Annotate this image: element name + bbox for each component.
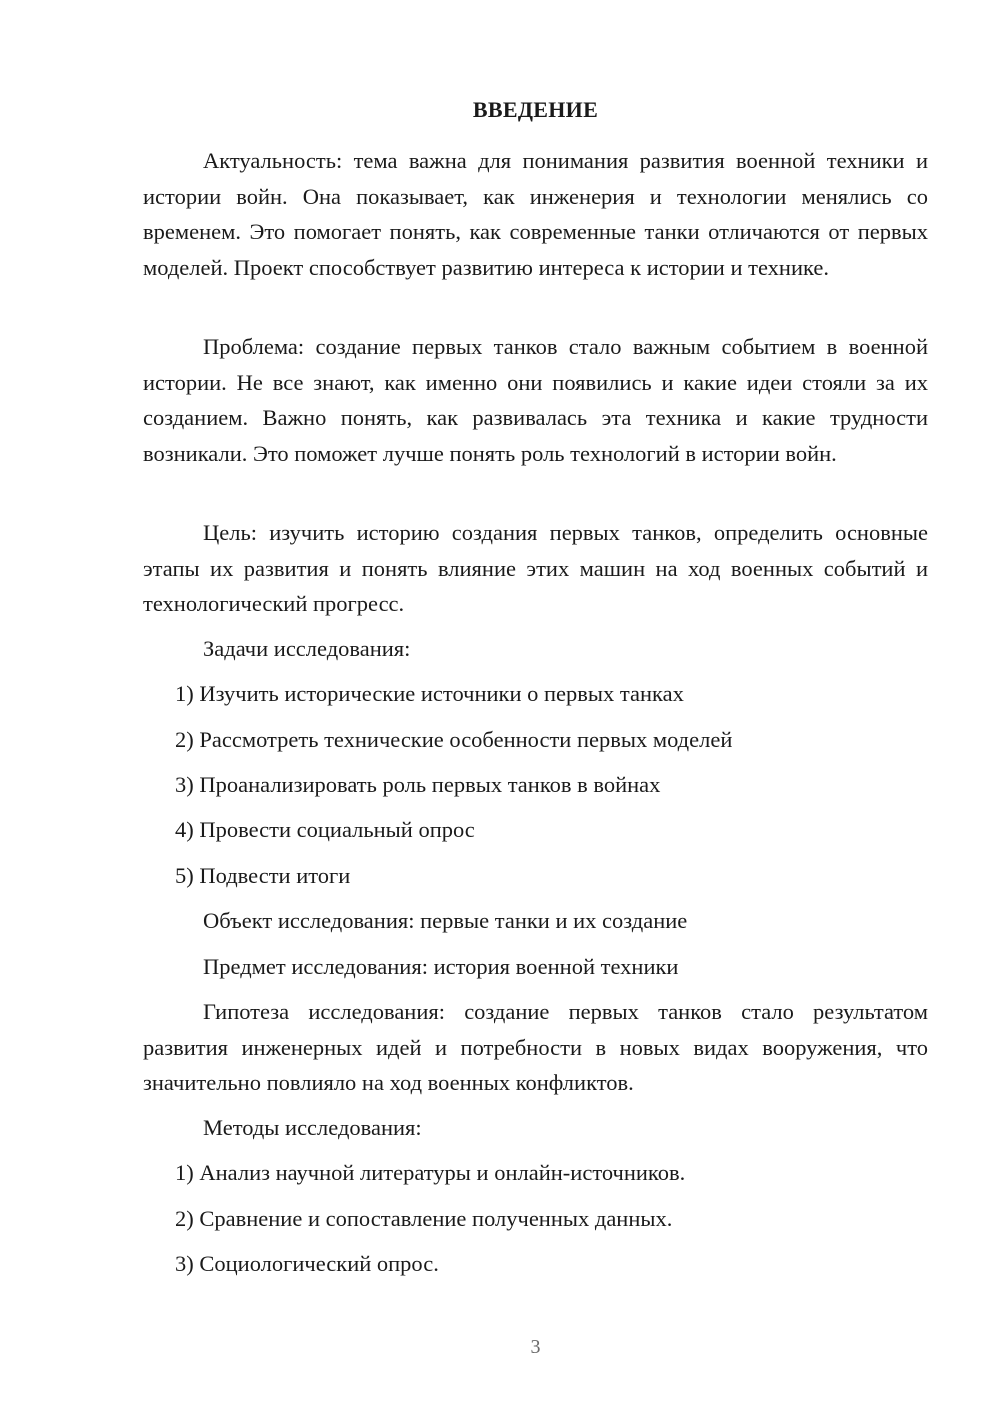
page-number: 3 — [530, 1336, 541, 1358]
tasks-heading: Задачи исследования: — [203, 636, 411, 661]
task-item: 2) Рассмотреть технические особенности первых моделей — [175, 727, 733, 752]
task-item: 4) Провести социальный опрос — [175, 817, 475, 842]
method-item: 3) Социологический опрос. — [175, 1251, 439, 1276]
hypothesis-paragraph: Гипотеза исследования: создание первых танков стало результатом развития инженерных идей и потребности в новых видах вооружения, что значительно повлияло на ход военных конфликтов. — [143, 999, 928, 1095]
page-title: ВВЕДЕНИЕ — [472, 97, 599, 122]
task-item: 1) Изучить исторические источники о первых танках — [175, 681, 684, 706]
research-subject: Предмет исследования: история военной техники — [203, 954, 679, 979]
methods-heading: Методы исследования: — [203, 1115, 422, 1140]
method-item: 1) Анализ научной литературы и онлайн-источников. — [175, 1160, 686, 1185]
task-item: 3) Проанализировать роль первых танков в войнах — [175, 772, 661, 797]
goal-paragraph: Цель: изучить историю создания первых танков, определить основные этапы их развития и понять влияние этих машин на ход военных событий и технологический прогресс. — [143, 520, 928, 616]
problem-paragraph: Проблема: создание первых танков стало важным событием в военной истории. Не все знают, как именно они появились и какие идеи стояли за их созданием. Важно понять, как развивалась эта техника и какие трудности возникали. Это поможет лучше понять роль технологий в истории войн. — [143, 334, 928, 466]
research-object: Объект исследования: первые танки и их создание — [203, 908, 688, 933]
task-item: 5) Подвести итоги — [175, 863, 351, 888]
relevance-paragraph: Актуальность: тема важна для понимания развития военной техники и истории войн. Она показывает, как инженерия и технологии менялись со временем. Это помогает понять, как современные танки отличаются от первых моделей. Проект способствует развитию интереса к истории и технике. — [143, 148, 928, 280]
method-item: 2) Сравнение и сопоставление полученных данных. — [175, 1206, 673, 1231]
